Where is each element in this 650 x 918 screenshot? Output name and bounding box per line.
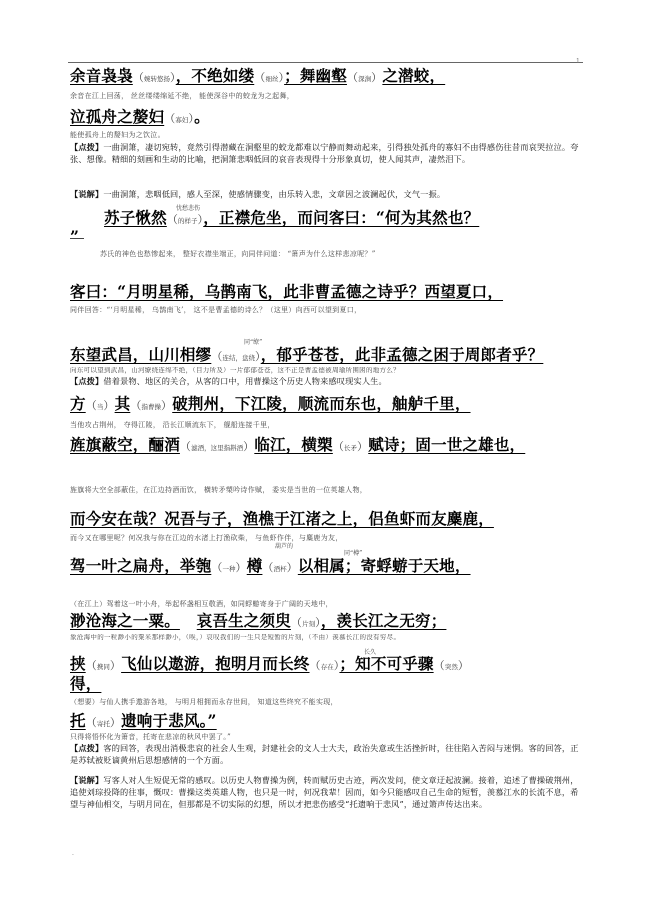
- text-seg: 遗响于悲风。”: [121, 712, 217, 730]
- divider: [70, 238, 84, 239]
- text-line-8: 而今安在哉？况吾与子，渔樵于江渚之上，侣鱼虾而友麋鹿，: [70, 510, 494, 528]
- note-shuojie-2: [70, 775, 582, 811]
- gloss: 存在: [320, 663, 334, 671]
- text-seg: 托: [70, 712, 86, 730]
- text-line-4: 客曰：“月明星稀，乌鹊南飞，此非曹孟德之诗乎？西望夏口，: [70, 283, 504, 301]
- text-line-7: 旌旗蔽空，酾酒（滤酒，这里指斟酒）临江，横槊（长矛）赋诗；固一世之雄也，: [70, 436, 526, 454]
- text-seg: 方: [70, 395, 86, 413]
- text-line-3: 苏子愀然（的样子），正襟危坐，而问客曰：“何为其然也？: [104, 209, 480, 227]
- text-line-3-close: ”: [70, 228, 80, 246]
- gloss: 细丝: [265, 75, 279, 83]
- gloss: 滤酒，这里指斟酒: [191, 444, 244, 452]
- text-seg: 以相属；寄蜉蝣于天地，: [297, 557, 471, 575]
- text-seg: ，不绝如缕: [175, 67, 255, 85]
- text-line-9: 驾一叶之扁舟，举匏（一种）樽（酒杯）以相属；寄蜉蝣于天地，: [70, 557, 471, 575]
- text-seg: 。: [194, 108, 210, 126]
- text-seg: 渺沧海之一粟。: [70, 612, 180, 630]
- note-dianbo-3: [70, 743, 580, 767]
- text-line-11: 挟（携同）飞仙以遨游，抱明月而长终（存在）；知不可乎骤（突然）: [70, 655, 470, 673]
- text-line-1: 余音袅袅（婉转悠扬），不绝如缕（细丝）；舞幽壑（深涧）之潜蛟，: [70, 67, 446, 85]
- annotation-above: 同“樽”: [344, 550, 363, 557]
- text-seg: 之潜蛟，: [382, 67, 446, 85]
- text-seg: 挟: [70, 655, 86, 673]
- text-seg: ，正襟危坐，而问客曰：“何为其然也？: [203, 209, 480, 227]
- header-rule: [68, 62, 583, 63]
- note-tag: 【说解】: [70, 189, 104, 199]
- text-line-10: 渺沧海之一粟。 哀吾生之须臾（片刻），羡长江之无穷；: [70, 612, 447, 630]
- text-seg: 驾一叶之扁舟，举匏: [70, 557, 212, 575]
- note-text: 一曲洞箫，凄切宛转，竟然引得潜藏在洞壑里的蛟龙都难以宁静而舞动起来，引得独处孤舟的寡妇不由得感伤往昔而哀哭拉泣。夸张、想像。精细的刻画和生动的比喻，把洞箫悲咽低回的哀音表现得十分形象真切，使人闻其声，凄然泪下。: [70, 142, 579, 164]
- gloss: 指曹操: [141, 403, 162, 411]
- annotation-above: 忧愁悲伤: [176, 205, 201, 212]
- note-dianbo-2: [70, 376, 590, 388]
- text-seg: 泣孤舟之嫠妇: [70, 108, 165, 126]
- text-line-5: 东望武昌，山川相缪（连结，盘绕），郁乎苍苍，此非孟德之困于周郎者乎？: [70, 346, 544, 364]
- gloss: 婉转悠扬: [144, 75, 171, 83]
- text-seg: 东望武昌，山川相缪: [70, 346, 212, 364]
- translation-line-10: 象沧海中的一粒渺小的粟米那样渺小，（唉，）哀叹我们的一生只是短暂的片刻，（不由）羡慕长江的没有穷尽。: [70, 634, 401, 641]
- translation-line-4: 同伴回答：“‘月明星稀， 乌鹊南飞’， 这不是曹孟德的诗么？（这里）向西可以望到夏口，: [70, 306, 362, 314]
- gloss: 寡妇: [175, 116, 189, 124]
- text-seg: 飞仙以遨游，抱明月而长终: [121, 655, 310, 673]
- gloss: 携同: [96, 663, 110, 671]
- translation-line-7: 旌旗将大空全部蔽住，在江边持酒而饮， 横转矛槊吟诗作赋， 委实是当世的一位英雄人物，: [70, 486, 368, 494]
- gloss: 突然: [444, 663, 458, 671]
- note-dianbo-1: [70, 142, 580, 166]
- text-seg: ，郁乎苍苍，此非孟德之困于周郎者乎？: [260, 346, 544, 364]
- annotation-above: 葫芦的: [275, 543, 294, 550]
- note-text: 借着景物、地区的关合，从客的口中，用曹操这个历史人物来感叹现实人生。: [103, 376, 387, 386]
- translation-line-1: 余音在江上回荡， 丝丝缕缕绵延不绝， 能使深谷中的蛟龙为之起舞，: [70, 92, 295, 100]
- gloss: 的样子: [178, 217, 198, 225]
- note-shuojie-1: [70, 189, 580, 201]
- text-seg: ；舞幽壑: [284, 67, 347, 85]
- text-seg: ；知不可乎骤: [339, 655, 434, 673]
- text-seg: 赋诗；固一世之雄也，: [368, 436, 526, 454]
- translation-line-11: （想要）与仙人携手遨游各地， 与明月相拥而永存世间， 知道这些终究不能实现，: [70, 698, 338, 706]
- gloss: 深涧: [358, 75, 372, 83]
- translation-line-2: 能使孤舟上的嫠妇为之饮泣。: [70, 131, 165, 139]
- text-seg: 旌旗蔽空，酾酒: [70, 436, 180, 454]
- note-tag: 【点拨】: [70, 376, 104, 386]
- note-text: 一曲洞箫，悲咽低回，感人至深，使感情骤变，由乐转入悲，文章因之波澜起伏，文气一振。: [103, 189, 446, 199]
- translation-line-5: 向东可以望到武昌，山河缭绕连绵不绝，（目力所及）一片郁郁苍苍，这不正是曹孟德被周瑜所围困的地方么？: [70, 367, 400, 374]
- text-seg: 苏子愀然: [104, 209, 167, 227]
- annotation-above: 长久: [364, 649, 377, 656]
- note-text: 写客人对人生短促无常的感叹。以历史人物曹操为例，转而赋历史古迹，两次发问，使文章迂起波澜。接着，追述了曹操破荆州，追使刘琮投降的往事，慨叹：曹操这类英雄人物，也只是一时，何况我辈！因而，如今只能感叹自己生命的短暂，羡慕江水的长流不息，希望与神仙相交，与明月同在，但那都是不切实际的幻想，所以才把悲伤感受“托遗响于悲风”，通过箫声传达出来。: [70, 775, 579, 809]
- text-seg: ，羡长江之无穷；: [320, 612, 447, 630]
- note-tag: 【点拨】: [70, 743, 104, 753]
- page-corner-mark: 1: [576, 58, 580, 65]
- text-seg: 其: [114, 395, 131, 413]
- text-line-6: 方（当）其（指曹操）破荆州，下江陵，顺流而东也，舳舻千里，: [70, 395, 471, 413]
- gloss: 长矛: [344, 444, 358, 452]
- text-seg: 樽: [246, 557, 263, 575]
- gloss: 一种: [222, 565, 236, 573]
- text-line-11-cont: 得，: [70, 675, 102, 693]
- text-seg: 余音袅袅: [70, 67, 133, 85]
- text-seg: 临江，横槊: [254, 436, 333, 454]
- translation-line-12: 只得将悟怀化为箫音，托寄在悲凉的秋风中罢了。”: [70, 733, 231, 741]
- gloss: 当: [96, 403, 104, 411]
- gloss: 片刻: [302, 620, 316, 628]
- text-seg: 破荆州，下江陵，顺流而东也，舳舻千里，: [172, 395, 471, 413]
- gloss: 寄托: [96, 720, 110, 728]
- note-tag: 【说解】: [70, 775, 104, 785]
- note-tag: 【点拨】: [70, 142, 104, 152]
- text-seg: 哀吾生之须臾: [196, 612, 291, 630]
- page-bottom-mark: .: [72, 850, 74, 857]
- gloss: 酒杯: [273, 565, 287, 573]
- translation-line-9: （在江上）驾着这一叶小舟，举起杯盏相互敬酒，如同蜉蝣寄身于广阔的天地中，: [70, 600, 333, 608]
- translation-line-6: 当他攻占荆州， 夺得江陵， 沿长江顺流东下， 舰船连接千里，: [70, 421, 275, 429]
- translation-line-3: 苏氏的神色也愁惨起来， 整好衣襟坐端正，向同伴问道： “箫声为什么这样悲凉呢？”: [100, 250, 376, 258]
- note-text: 客的回答，表现出消极悲哀的社会人生观，封建社会的文人士大夫，政治失意或生活挫折时，往往陷入苦闷与迷惘。客的回答，正是苏轼被贬谪黄州后思想感情的一个方面。: [70, 743, 579, 765]
- text-line-2: 泣孤舟之嫠妇（寡妇）。: [70, 108, 210, 126]
- annotation-above: 同“缭”: [244, 339, 263, 346]
- translation-line-8: 而今又在哪里呢？何况我与你在江边的水渚上打渔砍柴， 与鱼虾作伴，与麋鹿为友，: [70, 534, 343, 542]
- text-line-12: 托（寄托）遗响于悲风。”: [70, 712, 217, 730]
- gloss: 连结，盘绕: [222, 354, 256, 362]
